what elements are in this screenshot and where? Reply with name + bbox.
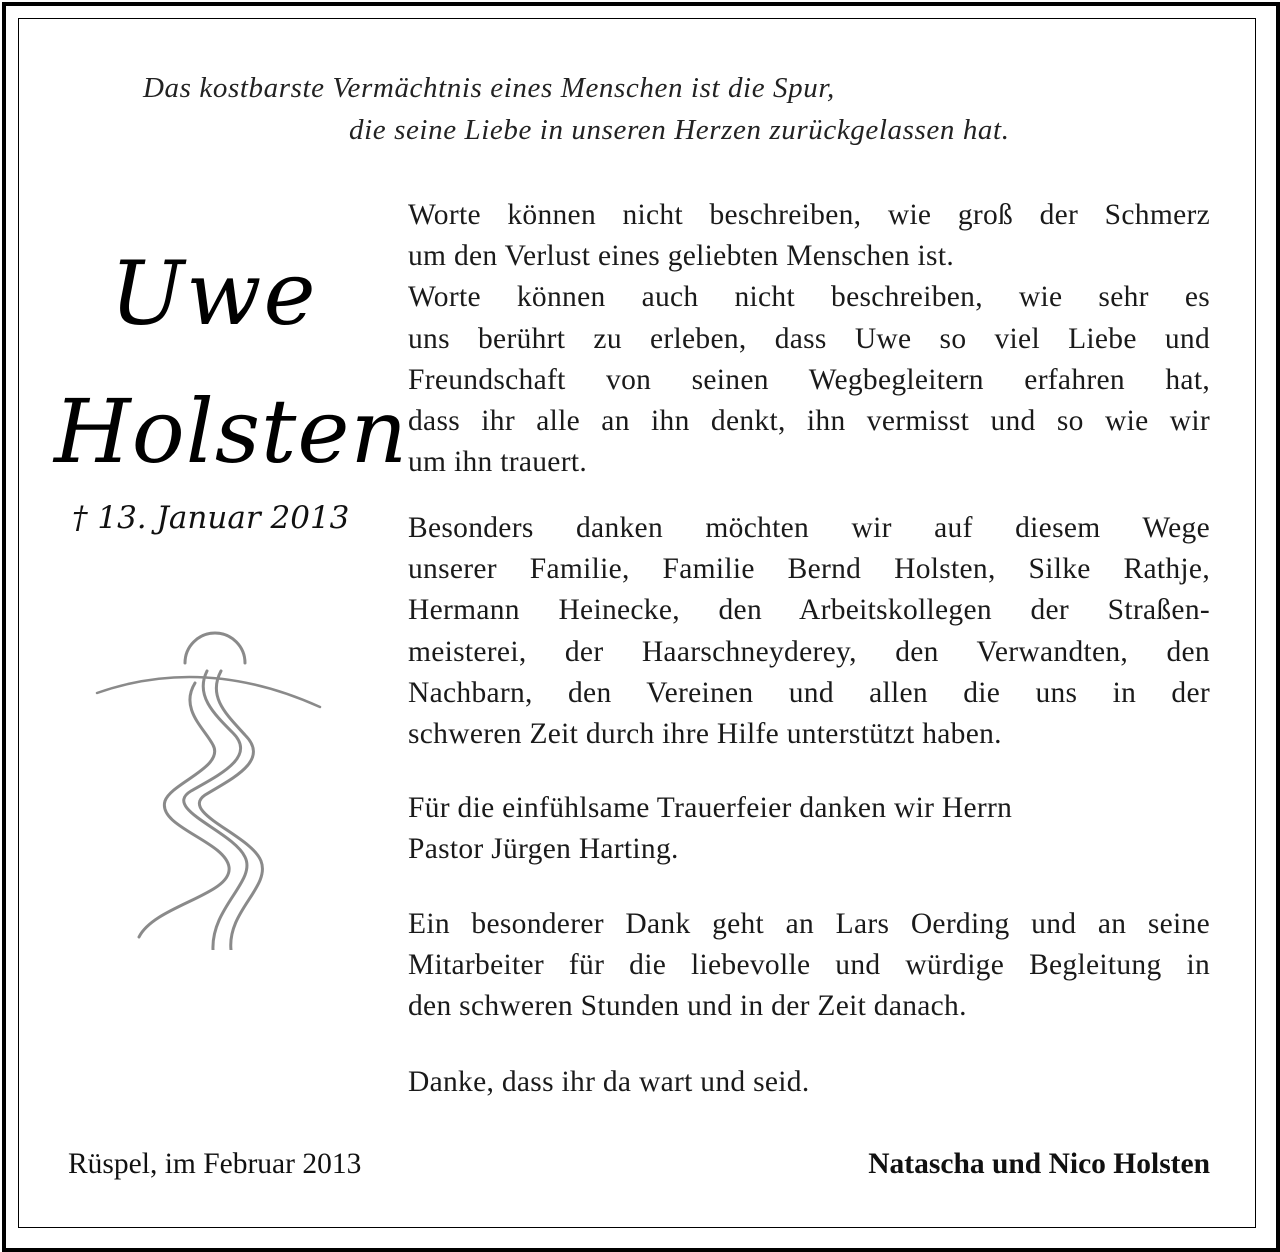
text-line: Hermann Heinecke, den Arbeitskollegen der Straßen-	[408, 594, 1210, 627]
place-and-date: Rüspel, im Februar 2013	[68, 1148, 362, 1180]
text-line: uns berührt zu erleben, dass Uwe so viel Liebe und	[408, 322, 1210, 355]
death-date: † 13. Januar 2013	[72, 500, 350, 536]
text-line: um den Verlust eines geliebten Menschen ist.	[408, 240, 954, 273]
deceased-first-name: Uwe	[110, 242, 318, 345]
text-line: Besonders danken möchten wir auf diesem Wege	[408, 512, 1210, 544]
paragraph-4	[408, 904, 1210, 1028]
signature: Natascha und Nico Holsten	[868, 1148, 1210, 1180]
paragraph-5	[408, 1062, 1210, 1103]
motto-line-1: Das kostbarste Vermächtnis eines Menschen ist die Spur,	[143, 72, 835, 104]
text-line: schweren Zeit durch ihre Hilfe unterstützt haben.	[408, 718, 1002, 751]
text-line: um ihn trauert.	[408, 446, 587, 479]
text-line: Nachbarn, den Vereinen und allen die uns in der	[408, 676, 1210, 709]
paragraph-2	[408, 508, 1210, 755]
paragraph-1	[408, 195, 1210, 483]
paragraph-3	[408, 788, 1210, 870]
text-line: Für die einfühlsame Trauerfeier danken wir Herrn	[408, 792, 1013, 824]
text-line: dass ihr alle an ihn denkt, ihn vermisst und so wie wir	[408, 405, 1210, 438]
text-line: Freundschaft von seinen Wegbegleitern erfahren hat,	[408, 363, 1210, 396]
deceased-last-name: Holsten	[54, 380, 409, 483]
text-line: Danke, dass ihr da wart und seid.	[408, 1066, 810, 1098]
text-line: den schweren Stunden und in der Zeit danach.	[408, 990, 967, 1023]
text-line: Ein besonderer Dank geht an Lars Oerding und an seine	[408, 908, 1210, 940]
text-line: unserer Familie, Familie Bernd Holsten, Silke Rathje,	[408, 553, 1210, 586]
text-line: meisterei, der Haarschneyderey, den Verwandten, den	[408, 635, 1210, 668]
motto-line-2: die seine Liebe in unseren Herzen zurückgelassen hat.	[349, 114, 1010, 146]
text-line: Mitarbeiter für die liebevolle und würdige Begleitung in	[408, 949, 1210, 982]
text-line: Worte können nicht beschreiben, wie groß der Schmerz	[408, 199, 1210, 231]
text-line: Pastor Jürgen Harting.	[408, 833, 679, 866]
sun-and-path-icon	[95, 605, 325, 950]
text-line: Worte können auch nicht beschreiben, wie sehr es	[408, 281, 1210, 314]
